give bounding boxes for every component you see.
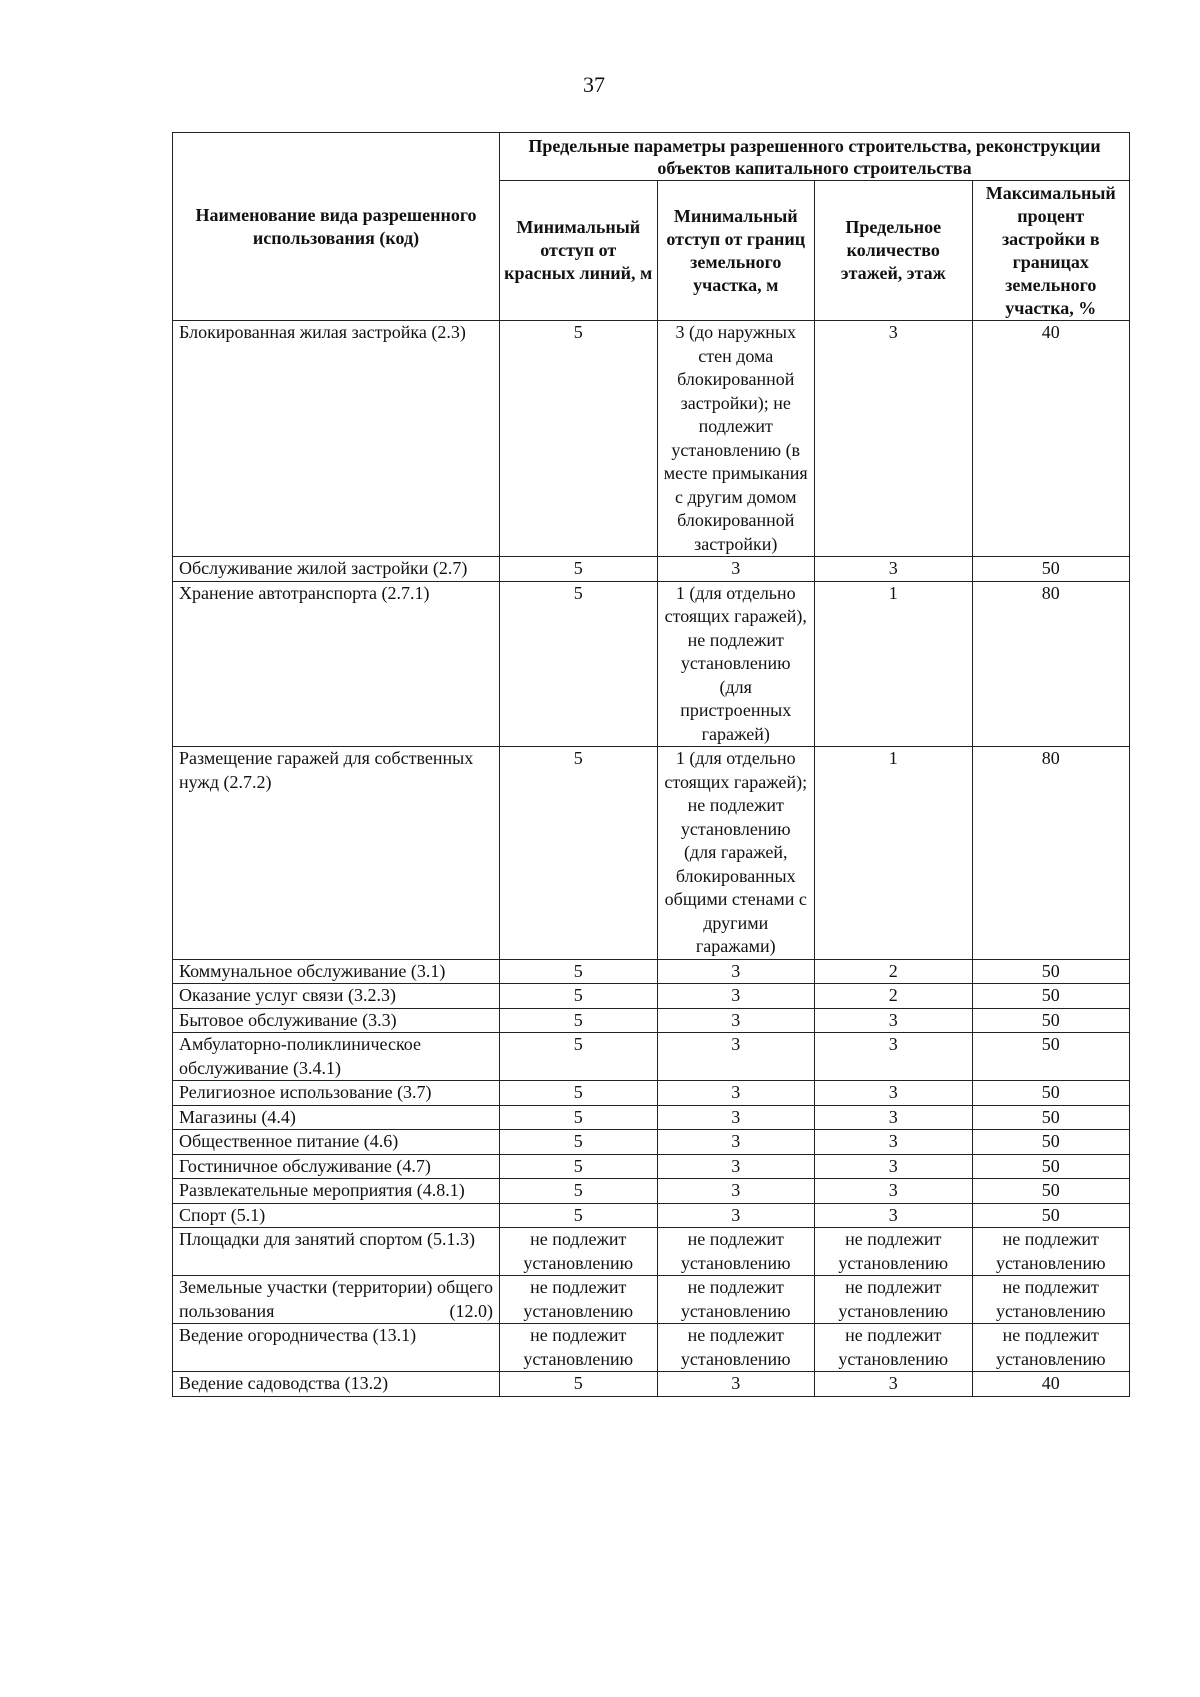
cell-land-use-name: Хранение автотранспорта (2.7.1)	[173, 581, 500, 747]
cell-value-max-floors: 3	[815, 1105, 973, 1130]
cell-value-min-setback-plot: не подлежит установлению	[657, 1324, 815, 1372]
table-row	[173, 581, 1130, 747]
cell-value-min-setback-plot: 3	[657, 1081, 815, 1106]
cell-land-use-name: Ведение огородничества (13.1)	[173, 1324, 500, 1372]
cell-value-max-coverage: 40	[972, 321, 1130, 557]
cell-value-min-setback-plot: 3	[657, 1033, 815, 1081]
cell-value-min-setback-red-lines: 5	[500, 1105, 658, 1130]
cell-value-max-floors: 3	[815, 1203, 973, 1228]
cell-value-max-coverage: 80	[972, 747, 1130, 960]
table-row	[173, 1130, 1130, 1155]
header-min-setback-plot-boundaries: Минимальный отступ от границ земельного участка, м	[657, 181, 815, 321]
table-body	[173, 321, 1130, 1397]
cell-value-max-coverage: не подлежит установлению	[972, 1324, 1130, 1372]
cell-value-max-coverage: 50	[972, 557, 1130, 582]
cell-value-max-floors: 3	[815, 557, 973, 582]
cell-value-min-setback-red-lines: 5	[500, 557, 658, 582]
cell-land-use-name: Развлекательные мероприятия (4.8.1)	[173, 1179, 500, 1204]
table-row	[173, 1008, 1130, 1033]
table-row	[173, 321, 1130, 557]
cell-value-min-setback-red-lines: 5	[500, 747, 658, 960]
cell-value-min-setback-plot: 3	[657, 1203, 815, 1228]
cell-value-min-setback-red-lines: не подлежит установлению	[500, 1324, 658, 1372]
cell-value-min-setback-red-lines: 5	[500, 1008, 658, 1033]
cell-value-min-setback-plot: 3 (до наружных стен дома блокированной застройки); не подлежит установлению (в месте примыкания с другим домом блокированной застройки)	[657, 321, 815, 557]
cell-value-min-setback-plot: 3	[657, 1372, 815, 1397]
cell-value-max-coverage: 80	[972, 581, 1130, 747]
table-row	[173, 1372, 1130, 1397]
page-number: 37	[583, 72, 605, 97]
cell-value-min-setback-plot: 3	[657, 1130, 815, 1155]
table-row	[173, 1324, 1130, 1372]
cell-value-min-setback-red-lines: 5	[500, 959, 658, 984]
cell-value-max-coverage: не подлежит установлению	[972, 1276, 1130, 1324]
table-row	[173, 1228, 1130, 1276]
header-land-use-name: Наименование вида разрешенного использования (код)	[173, 133, 500, 321]
cell-value-max-floors: 3	[815, 1081, 973, 1106]
cell-value-min-setback-plot: 1 (для отдельно стоящих гаражей), не подлежит установлению (для пристроенных гаражей)	[657, 581, 815, 747]
cell-land-use-name: Общественное питание (4.6)	[173, 1130, 500, 1155]
table-row	[173, 1105, 1130, 1130]
cell-value-min-setback-red-lines: 5	[500, 1203, 658, 1228]
header-max-floors: Предельное количество этажей, этаж	[815, 181, 973, 321]
cell-value-max-floors: 2	[815, 959, 973, 984]
cell-value-max-coverage: 50	[972, 1008, 1130, 1033]
cell-value-max-floors: 3	[815, 321, 973, 557]
header-max-coverage-percent: Максимальный процент застройки в границах земельного участка, %	[972, 181, 1130, 321]
cell-land-use-name: Блокированная жилая застройка (2.3)	[173, 321, 500, 557]
cell-value-min-setback-red-lines: не подлежит установлению	[500, 1276, 658, 1324]
cell-value-min-setback-red-lines: 5	[500, 1033, 658, 1081]
cell-value-max-floors: 3	[815, 1033, 973, 1081]
cell-value-max-coverage: 50	[972, 1154, 1130, 1179]
cell-land-use-name: Земельные участки (территории) общего пользования (12.0)	[173, 1276, 500, 1324]
cell-value-min-setback-red-lines: 5	[500, 1081, 658, 1106]
cell-land-use-name: Бытовое обслуживание (3.3)	[173, 1008, 500, 1033]
parameters-table	[172, 132, 1130, 1397]
cell-value-min-setback-plot: не подлежит установлению	[657, 1228, 815, 1276]
cell-value-max-floors: 1	[815, 747, 973, 960]
cell-value-max-coverage: 50	[972, 1130, 1130, 1155]
cell-value-max-coverage: 50	[972, 1033, 1130, 1081]
table-row	[173, 984, 1130, 1009]
cell-value-min-setback-plot: 3	[657, 1008, 815, 1033]
cell-value-min-setback-plot: 1 (для отдельно стоящих гаражей); не подлежит установлению (для гаражей, блокированных общими стенами с другими гаражами)	[657, 747, 815, 960]
cell-land-use-name: Спорт (5.1)	[173, 1203, 500, 1228]
cell-land-use-name: Обслуживание жилой застройки (2.7)	[173, 557, 500, 582]
cell-value-max-floors: не подлежит установлению	[815, 1276, 973, 1324]
cell-value-max-floors: не подлежит установлению	[815, 1228, 973, 1276]
cell-value-max-coverage: 50	[972, 1179, 1130, 1204]
cell-value-max-floors: не подлежит установлению	[815, 1324, 973, 1372]
cell-value-min-setback-red-lines: 5	[500, 321, 658, 557]
cell-value-min-setback-red-lines: 5	[500, 581, 658, 747]
cell-value-min-setback-plot: 3	[657, 1105, 815, 1130]
cell-value-min-setback-plot: 3	[657, 1179, 815, 1204]
cell-value-min-setback-red-lines: не подлежит установлению	[500, 1228, 658, 1276]
table-row	[173, 557, 1130, 582]
cell-value-min-setback-red-lines: 5	[500, 1372, 658, 1397]
cell-value-min-setback-plot: не подлежит установлению	[657, 1276, 815, 1324]
cell-land-use-name: Размещение гаражей для собственных нужд (2.7.2)	[173, 747, 500, 960]
cell-land-use-name: Религиозное использование (3.7)	[173, 1081, 500, 1106]
cell-land-use-name: Оказание услуг связи (3.2.3)	[173, 984, 500, 1009]
cell-value-min-setback-red-lines: 5	[500, 1154, 658, 1179]
table-row	[173, 1276, 1130, 1324]
cell-value-max-floors: 1	[815, 581, 973, 747]
cell-value-max-floors: 3	[815, 1008, 973, 1033]
cell-value-min-setback-plot: 3	[657, 984, 815, 1009]
cell-land-use-name: Площадки для занятий спортом (5.1.3)	[173, 1228, 500, 1276]
cell-value-max-coverage: 50	[972, 1081, 1130, 1106]
table-row	[173, 1179, 1130, 1204]
cell-value-max-floors: 3	[815, 1154, 973, 1179]
cell-value-max-coverage: 50	[972, 1105, 1130, 1130]
cell-land-use-name: Ведение садоводства (13.2)	[173, 1372, 500, 1397]
cell-value-max-coverage: 50	[972, 984, 1130, 1009]
cell-value-max-floors: 3	[815, 1130, 973, 1155]
table-row	[173, 747, 1130, 960]
cell-land-use-name: Магазины (4.4)	[173, 1105, 500, 1130]
table-row	[173, 1203, 1130, 1228]
cell-value-max-coverage: 50	[972, 959, 1130, 984]
table-row	[173, 959, 1130, 984]
cell-value-max-coverage: не подлежит установлению	[972, 1228, 1130, 1276]
cell-land-use-name: Гостиничное обслуживание (4.7)	[173, 1154, 500, 1179]
cell-value-max-floors: 2	[815, 984, 973, 1009]
table-row	[173, 1154, 1130, 1179]
cell-value-max-coverage: 40	[972, 1372, 1130, 1397]
cell-value-min-setback-plot: 3	[657, 1154, 815, 1179]
header-construction-parameters: Предельные параметры разрешенного строительства, реконструкции объектов капитального строительства	[500, 133, 1130, 181]
table-row	[173, 1033, 1130, 1081]
cell-land-use-name: Амбулаторно-поликлиническое обслуживание (3.4.1)	[173, 1033, 500, 1081]
header-min-setback-red-lines: Минимальный отступ от красных линий, м	[500, 181, 658, 321]
cell-value-min-setback-plot: 3	[657, 557, 815, 582]
cell-value-min-setback-red-lines: 5	[500, 1130, 658, 1155]
table-row	[173, 1081, 1130, 1106]
cell-land-use-name: Коммунальное обслуживание (3.1)	[173, 959, 500, 984]
cell-value-max-coverage: 50	[972, 1203, 1130, 1228]
cell-value-min-setback-red-lines: 5	[500, 1179, 658, 1204]
cell-value-max-floors: 3	[815, 1179, 973, 1204]
cell-value-min-setback-red-lines: 5	[500, 984, 658, 1009]
cell-value-max-floors: 3	[815, 1372, 973, 1397]
cell-value-min-setback-plot: 3	[657, 959, 815, 984]
